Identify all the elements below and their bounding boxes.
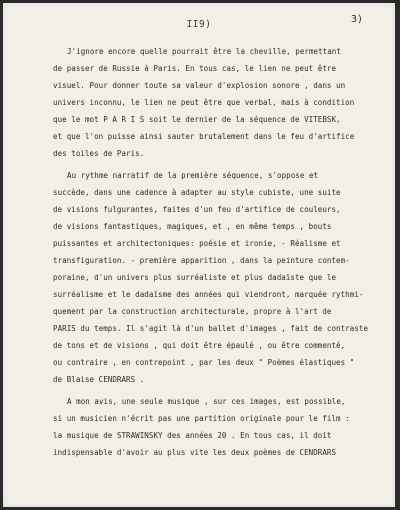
text-line: que le mot P A R I S soit le dernier de la séquence de VITEBSK, (53, 115, 341, 124)
text-line: PARIS du temps. Il s'agit là d'un ballet d'images , fait de contraste (53, 324, 369, 333)
text-line: de visions fantastiques, magiques, et , en même temps , bouts (53, 222, 332, 231)
text-line: puissantes et architectoniques: poésie et ironie, - Réalisme et (53, 239, 341, 248)
text-line: indispensable d'avoir au plus vite les deux poèmes de CENDRARS (53, 448, 337, 457)
folio-number: 3) (350, 14, 363, 25)
text-line: visuel. Pour donner toute sa valeur d'explosion sonore , dans un (53, 81, 346, 90)
text-line: de visions fulgurantes, faites d'un feu d'artifice de couleurs, (53, 205, 341, 214)
typewritten-page (3, 3, 395, 507)
document-body (53, 43, 369, 461)
text-line: univers inconnu, le lien ne peut être que verbal, mais à condition (53, 98, 355, 107)
paragraph (53, 43, 369, 162)
text-line: de tons et de visions , qui doit être épaulé , ou être commenté, (53, 341, 346, 350)
paragraph (53, 393, 369, 461)
page-header-number: II9) (186, 19, 212, 30)
text-line: la musique de STRAWINSKY des années 20 . En tous cas, il doit (53, 431, 332, 440)
text-line: J'ignore encore quelle pourrait être la cheville, permettant (67, 47, 341, 56)
text-line: A mon avis, une seule musique , sur ces images, est possible, (67, 397, 346, 406)
text-line: surréalisme et le dadaïsme des années qui viendront, marquée rythmi- (53, 290, 364, 299)
text-line: Au rythme narratif de la première séquence, s'oppose et (67, 171, 319, 180)
text-line: quement par la construction architecturale, propre à l'art de (53, 307, 332, 316)
text-line: de Blaise CENDRARS . (53, 375, 145, 384)
text-line: de passer de Russie à Paris. En tous cas, le lien ne peut être (53, 64, 337, 73)
text-line: des toiles de Paris. (53, 149, 145, 158)
paragraph (53, 167, 369, 388)
text-line: poraine, d'un univers plus surréaliste et plus dadaïste que le (53, 273, 337, 282)
text-line: transfiguration. - première apparition , dans la peinture contem- (53, 256, 350, 265)
text-line: succède, dans une cadence à adapter au style cubiste, une suite (53, 188, 341, 197)
text-line: si un musicien n'écrit pas une partition originale pour le film : (53, 414, 350, 423)
text-line: ou contraire , en contrepoint , par les deux " Poèmes élastiques " (53, 358, 355, 367)
text-line: et que l'on puisse ainsi sauter brutalement dans le feu d'artifice (53, 132, 355, 141)
